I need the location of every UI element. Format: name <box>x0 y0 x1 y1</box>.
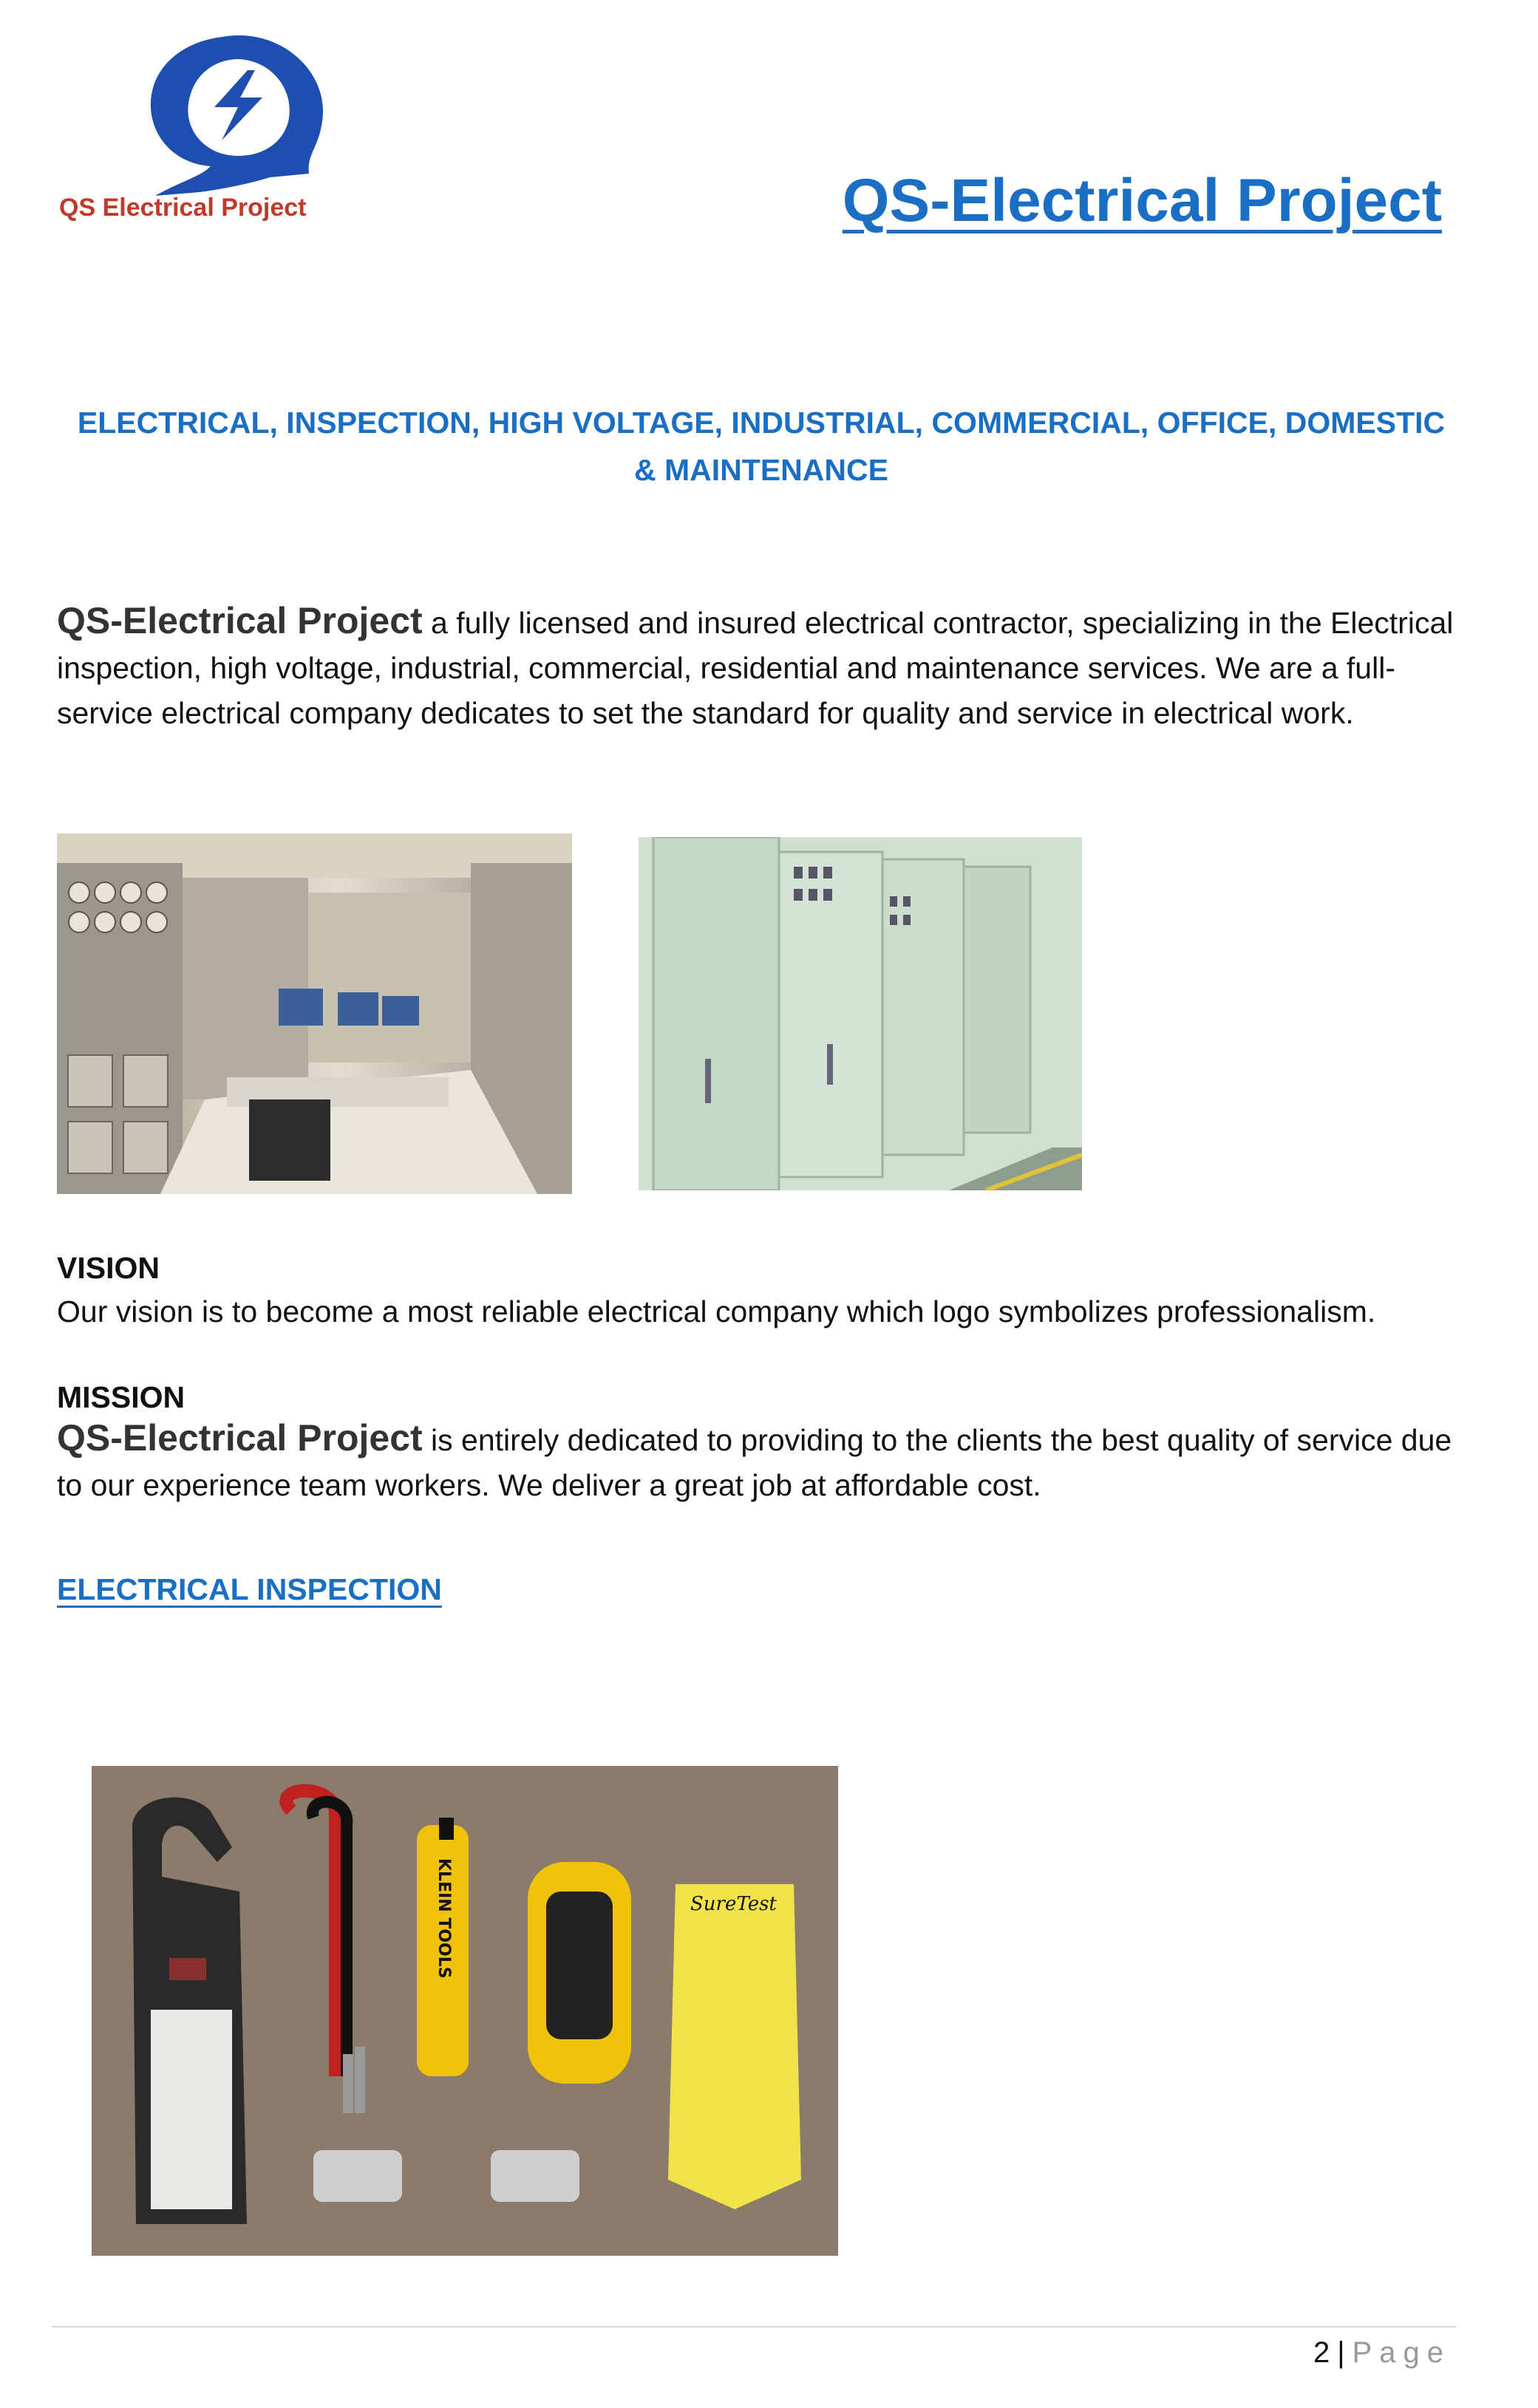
inspection-tools-photo <box>92 1766 838 2256</box>
mission-heading: MISSION <box>57 1380 186 1414</box>
control-room-photo <box>57 833 572 1194</box>
mission-text: is entirely dedicated to providing to the clients the best quality of service due to our experience team workers. We deliver a great job at affordable cost. <box>57 1423 1452 1502</box>
mission-brand: QS-Electrical Project <box>57 1417 423 1459</box>
services-banner <box>52 399 1471 494</box>
klein-label: KLEIN TOOLS <box>435 1858 453 1979</box>
company-logo <box>44 30 355 244</box>
vision-text: Our vision is to become a most reliable electrical company which logo symbolizes professionalism. <box>57 1295 1376 1329</box>
intro-brand: QS-Electrical Project <box>57 600 423 641</box>
footer-divider <box>52 2326 1456 2327</box>
mission-paragraph <box>57 1416 1476 1508</box>
vision-heading: VISION <box>57 1251 160 1285</box>
page-footer <box>1313 2336 1451 2370</box>
page-separator: | <box>1337 2336 1345 2369</box>
services-line-1: ELECTRICAL, INSPECTION, HIGH VOLTAGE, INDUSTRIAL, COMMERCIAL, OFFICE, DOMESTIC <box>77 406 1446 440</box>
page-label: Page <box>1352 2336 1451 2369</box>
intro-text: a fully licensed and insured electrical contractor, specializing in the Electrical inspection, high voltage, industrial, commercial, residential and maintenance services. We are a full-service electrical company dedicates to set the standard for quality and service in electrical work. <box>57 606 1454 730</box>
switchgear-photo <box>639 837 1082 1190</box>
logo-text: QS Electrical Project <box>59 194 307 222</box>
electrical-inspection-heading[interactable]: ELECTRICAL INSPECTION <box>57 1572 442 1606</box>
head-bolt-logo-icon <box>111 30 347 199</box>
document-title[interactable]: QS-Electrical Project <box>842 167 1442 234</box>
suretest-label: SureTest <box>690 1893 777 1915</box>
page-number: 2 <box>1313 2336 1330 2369</box>
intro-paragraph <box>57 598 1476 736</box>
services-line-2: & MAINTENANCE <box>634 453 888 487</box>
